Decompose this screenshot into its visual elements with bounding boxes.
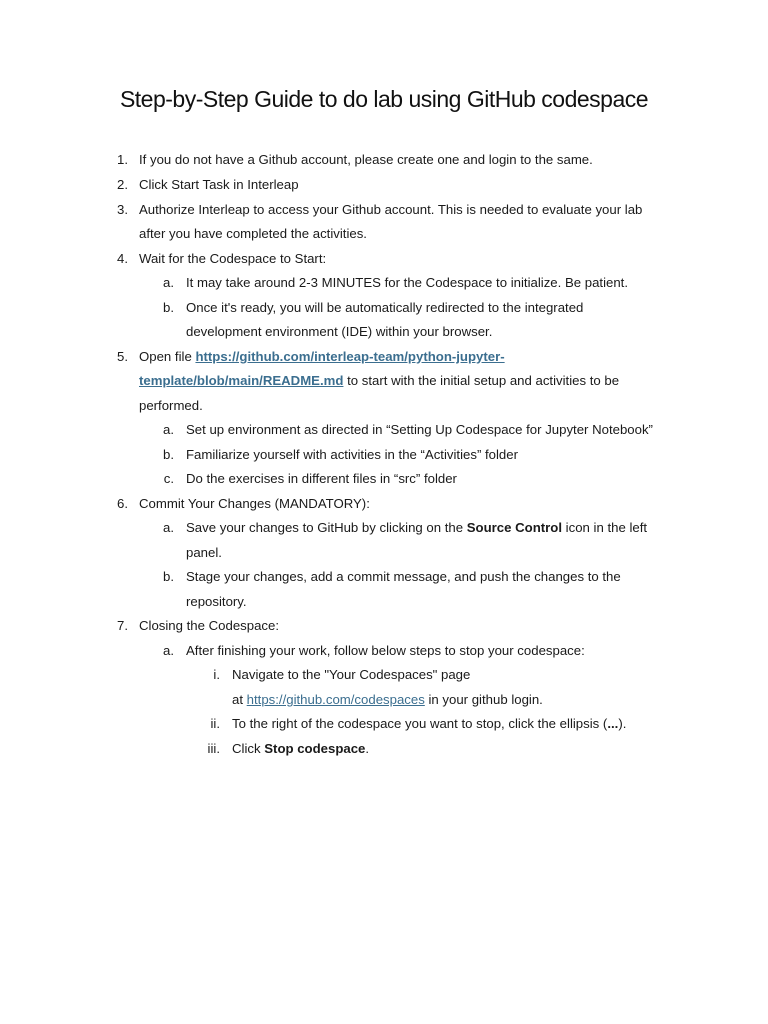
sublist-marker: a.	[163, 275, 174, 290]
sublist-marker: b.	[163, 300, 174, 315]
list-item-5b: Familiarize yourself with activities in the “Activities” folder	[186, 447, 518, 462]
sublist-marker: b.	[163, 569, 174, 584]
list-item-6b-line2: repository.	[186, 594, 247, 609]
list-item-4b-line2: development environment (IDE) within your browser.	[186, 324, 493, 339]
list-item-5a: Set up environment as directed in “Setting Up Codespace for Jupyter Notebook”	[186, 422, 653, 437]
list-item-2: Click Start Task in Interleap	[139, 177, 299, 192]
source-control-label: Source Control	[466, 520, 563, 535]
list-item-4b-line1: Once it's ready, you will be automatically redirected to the integrated	[186, 300, 584, 315]
list-item-5-prefix: Open file	[139, 349, 196, 364]
list-item-7a-ii-after: ).	[618, 716, 627, 731]
list-item-5c: Do the exercises in different files in “src” folder	[186, 471, 457, 486]
subsublist-marker: i.	[213, 667, 220, 682]
page-title: Step-by-Step Guide to do lab using GitHub codespace	[119, 86, 649, 112]
list-item-5-line3: performed.	[139, 398, 203, 413]
list-item-6a-line2: panel.	[186, 545, 222, 560]
list-item-4: Wait for the Codespace to Start:	[139, 251, 327, 266]
list-item-3-line1: Authorize Interleap to access your Github account. This is needed to evaluate your lab	[139, 202, 643, 217]
list-item-7a-iii	[232, 740, 369, 758]
list-item-7a-i-suffix: in your github login.	[424, 692, 543, 707]
list-item-7: Closing the Codespace:	[139, 618, 280, 633]
sublist-marker: a.	[163, 422, 174, 437]
list-item-6a-after: icon in the left	[562, 520, 648, 535]
list-item-3-line2: after you have completed the activities.	[139, 226, 367, 241]
list-marker: 7.	[117, 618, 128, 633]
list-item-7a-ii-before: To the right of the codespace you want to stop, click the ellipsis (	[232, 716, 608, 731]
list-item-7a-i-line1: Navigate to the "Your Codespaces" page	[232, 667, 471, 682]
list-marker: 6.	[117, 496, 128, 511]
list-item-5-line1	[139, 348, 505, 366]
list-item-6a-before: Save your changes to GitHub by clicking on the	[186, 520, 467, 535]
list-marker: 4.	[117, 251, 128, 266]
list-item-6a-line1	[186, 519, 647, 537]
sublist-marker: a.	[163, 520, 174, 535]
sublist-marker: b.	[163, 447, 174, 462]
list-item-7a-iii-before: Click	[232, 741, 265, 756]
list-item-7a-i-prefix: at	[232, 692, 247, 707]
ellipsis-label: ...	[607, 716, 619, 731]
sublist-marker: c.	[163, 471, 174, 486]
list-item-7a-iii-after: .	[365, 741, 370, 756]
list-marker: 3.	[117, 202, 128, 217]
list-item-7a-ii	[232, 715, 626, 733]
sublist-marker: a.	[163, 643, 174, 658]
list-item-1: If you do not have a Github account, please create one and login to the same.	[139, 152, 593, 167]
list-item-5-suffix: to start with the initial setup and activities to be	[343, 373, 620, 388]
readme-link-part1[interactable]: https://github.com/interleap-team/python-jupyter-	[195, 349, 505, 364]
list-marker: 1.	[117, 152, 128, 167]
list-item-7a: After finishing your work, follow below steps to stop your codespace:	[186, 643, 585, 658]
stop-codespace-label: Stop codespace	[264, 741, 366, 756]
list-item-4a: It may take around 2-3 MINUTES for the Codespace to initialize. Be patient.	[186, 275, 629, 290]
list-item-7a-i-line2	[232, 691, 543, 709]
subsublist-marker: iii.	[207, 741, 220, 756]
list-item-5-line2	[139, 372, 619, 390]
readme-link-part2[interactable]: template/blob/main/README.md	[139, 373, 344, 388]
codespaces-link[interactable]: https://github.com/codespaces	[246, 692, 425, 707]
subsublist-marker: ii.	[210, 716, 220, 731]
list-marker: 2.	[117, 177, 128, 192]
list-marker: 5.	[117, 349, 128, 364]
list-item-6b-line1: Stage your changes, add a commit message, and push the changes to the	[186, 569, 621, 584]
list-item-6: Commit Your Changes (MANDATORY):	[139, 496, 370, 511]
